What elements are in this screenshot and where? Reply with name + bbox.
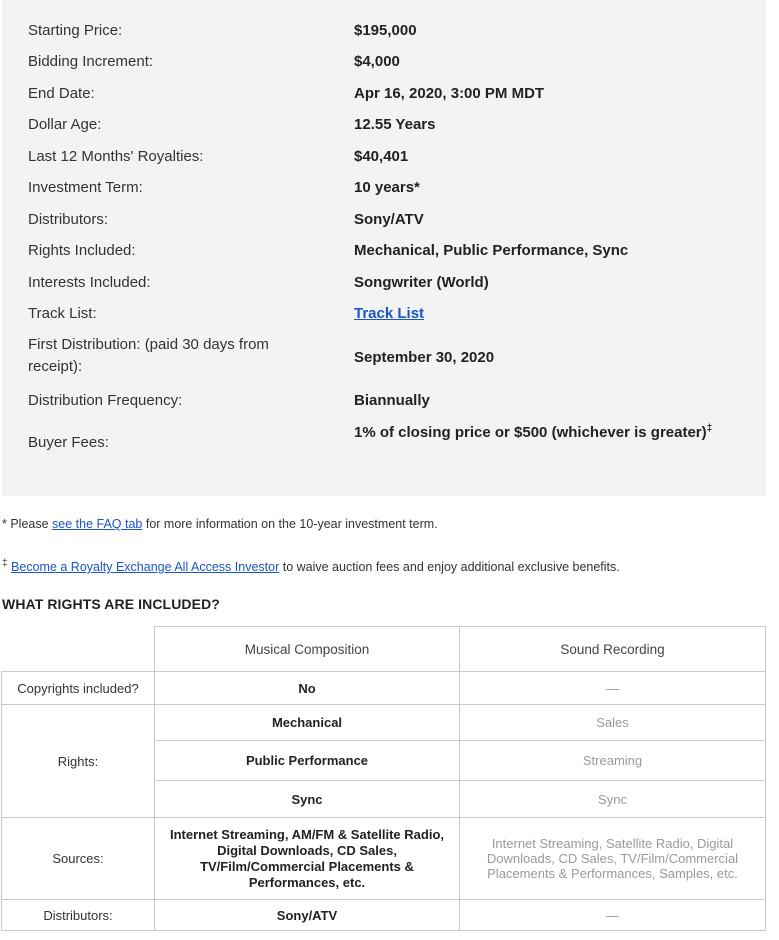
row-label-copyrights: Copyrights included?: [2, 672, 155, 705]
detail-value: Mechanical, Public Performance, Sync: [354, 242, 629, 259]
detail-value: Sony/ATV: [354, 211, 424, 228]
copyrights-mc-value: No: [155, 672, 460, 705]
detail-label: Starting Price:: [28, 22, 123, 39]
detail-label: Distribution Frequency:: [28, 392, 183, 409]
detail-value: Apr 16, 2020, 3:00 PM MDT: [354, 85, 545, 102]
rights-sr-value: Streaming: [460, 741, 766, 781]
rights-table: [1, 626, 766, 931]
all-access-note: [2, 558, 620, 576]
row-label-sources: Sources:: [2, 818, 155, 900]
detail-label: Investment Term:: [28, 179, 143, 196]
detail-value: September 30, 2020: [354, 349, 495, 366]
row-label-rights: Rights:: [2, 705, 155, 818]
detail-label: Bidding Increment:: [28, 53, 154, 70]
detail-label: Dollar Age:: [28, 116, 102, 133]
detail-label: First Distribution: (paid 30 days from receipt):: [28, 336, 269, 375]
table-row-sources: [2, 818, 766, 900]
detail-label: End Date:: [28, 85, 95, 102]
all-access-note-suffix: to waive auction fees and enjoy additional exclusive benefits.: [279, 560, 620, 574]
track-list-link[interactable]: Track List: [354, 305, 425, 322]
detail-label: Distributors:: [28, 211, 109, 228]
detail-value: $40,401: [354, 148, 409, 165]
detail-value: $195,000: [354, 22, 417, 39]
table-row-rights-mechanical: [2, 705, 766, 741]
table-row-copyrights: [2, 672, 766, 705]
detail-value: Songwriter (World): [354, 274, 489, 291]
column-header-sound-recording: Sound Recording: [460, 627, 766, 672]
detail-value: 10 years*: [354, 179, 420, 196]
column-header-musical-composition: Musical Composition: [155, 627, 460, 672]
sources-mc-value: Internet Streaming, AM/FM & Satellite Radio, Digital Downloads, CD Sales, TV/Film/Commercial Placements & Performances, etc.: [155, 818, 460, 900]
auction-details-panel: [2, 0, 766, 496]
rights-mc-value: Public Performance: [155, 741, 460, 781]
sources-sr-value: Internet Streaming, Satellite Radio, Digital Downloads, CD Sales, TV/Film/Commercial Placements & Performances, Samples, etc.: [460, 818, 766, 900]
table-header-row: [2, 627, 766, 672]
faq-note: [2, 515, 438, 533]
buyer-fees-text: 1% of closing price or $500 (whichever is greater): [354, 424, 707, 441]
faq-note-suffix: for more information on the 10-year investment term.: [142, 517, 438, 531]
detail-value: 12.55 Years: [354, 116, 436, 133]
copyrights-sr-value: —: [460, 672, 766, 705]
distributors-sr-value: —: [460, 900, 766, 931]
detail-label: Rights Included:: [28, 242, 136, 259]
faq-tab-link[interactable]: see the FAQ tab: [52, 517, 143, 531]
header-blank-cell: [2, 627, 155, 672]
detail-label: Buyer Fees:: [28, 434, 109, 451]
faq-note-prefix: * Please: [2, 517, 53, 531]
detail-label: Interests Included:: [28, 274, 151, 291]
rights-mc-value: Sync: [155, 781, 460, 818]
row-label-distributors: Distributors:: [2, 900, 155, 931]
distributors-mc-value: Sony/ATV: [155, 900, 460, 931]
rights-sr-value: Sync: [460, 781, 766, 818]
double-dagger-mark: ‡: [706, 423, 713, 434]
detail-value: [354, 302, 744, 326]
detail-value: $4,000: [354, 53, 400, 70]
detail-label: Last 12 Months' Royalties:: [28, 148, 204, 165]
detail-value: Biannually: [354, 392, 430, 409]
rights-mc-value: Mechanical: [155, 705, 460, 741]
detail-label: Track List:: [28, 305, 97, 322]
table-row-distributors: [2, 900, 766, 931]
rights-sr-value: Sales: [460, 705, 766, 741]
double-dagger-mark: ‡: [2, 557, 8, 569]
detail-value: [354, 420, 714, 445]
rights-section-heading: WHAT RIGHTS ARE INCLUDED?: [2, 596, 220, 612]
all-access-investor-link[interactable]: Become a Royalty Exchange All Access Investor: [11, 560, 280, 574]
